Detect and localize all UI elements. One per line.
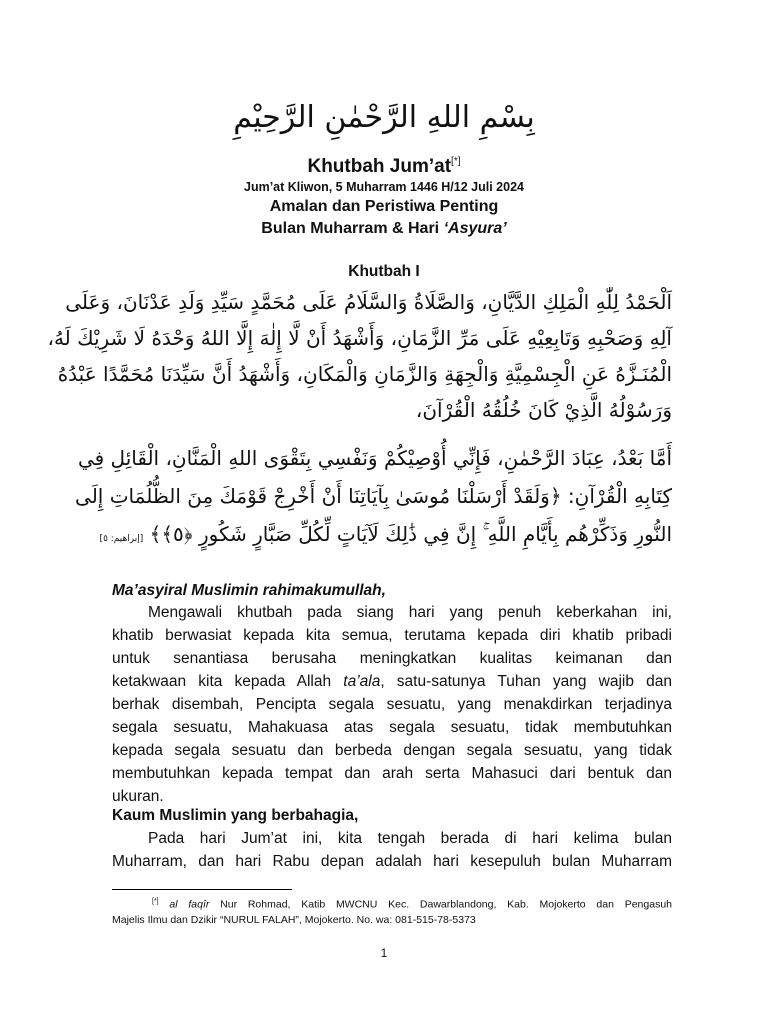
arabic-line: الْمُنَـزَّهُ عَنِ الْجِسْمِيَّةِ وَالْجِهَةِ وَالزَّمَانِ وَالْمَكَانِ، وَأَشْهَدُ أَنَّ سَيِّدَنَا مُحَمَّدًا عَبْدُهُ [57, 362, 672, 386]
paragraph-line: untuk senantiasa berusaha meningkatkan kualitas keimanan dan [112, 650, 672, 667]
arabic-line: أَمَّا بَعْدُ، عِبَادَ الرَّحْمٰنِ، فَإِنِّي أُوْصِيْكُمْ وَنَفْسِي بِتَقْوَى اللهِ الْمَنَّانِ، الْقَائِلِ فِي [77, 446, 672, 470]
paragraph-line-start: ketakwaan kita kepada Allah [112, 673, 344, 690]
paragraph-line: segala sesuatu, Mahakuasa atas segala sesuatu, tidak membutuhkan [112, 719, 672, 736]
footnote-line-2: Majelis Ilmu dan Dzikir “NURUL FALAH”, Mojokerto. No. wa: 081-515-78-5373 [112, 914, 476, 926]
title-footnote-marker[interactable]: [*] [451, 156, 461, 167]
arabic-line-last [99, 522, 672, 546]
paragraph-italic-term: ta’ala [343, 673, 381, 690]
sermon-date: Jum’at Kliwon, 5 Muharram 1446 H/12 Juli 2024 [244, 180, 524, 194]
subtitle-line-2 [0, 220, 768, 238]
section-heading: Khutbah I [348, 263, 420, 280]
paragraph-line [112, 673, 672, 691]
quran-verse-text: النُّورِ وَذَكِّرْهُم بِأَيَّامِ اللَّهِ ۚ إِنَّ فِي ذَٰلِكَ لَآيَاتٍ لِّكُلِّ صَبَّارٍ شَكُورٍ ﴿٥﴾﴾ [149, 522, 672, 546]
paragraph-line: Pada hari Jum’at ini, kita tengah berada di hari kelima bulan [148, 830, 672, 847]
paragraph-line: ukuran. [112, 788, 164, 805]
basmalah-calligraphy: بِسْمِ اللهِ الرَّحْمٰنِ الرَّحِيْمِ [233, 100, 535, 135]
arabic-line: آلِهِ وَصَحْبِهِ وَتَابِعِيْهِ عَلَى مَرِّ الزَّمَانِ، وَأَشْهَدُ أَنْ لَّا إِلٰهَ إِلَّا اللهُ وَحْدَهُ لَا شَرِيْكَ لَهُ، [47, 326, 672, 350]
paragraph-line-end: , satu-satunya Tuhan yang wajib dan [380, 673, 672, 690]
paragraph-line: membutuhkan kepada tempat dan arah serta Mahasuci dari bentuk dan [112, 765, 672, 782]
footnote-divider [112, 889, 292, 890]
subtitle-line-1: Amalan dan Peristiwa Penting [269, 198, 499, 215]
greeting-2: Kaum Muslimin yang berbahagia, [112, 807, 359, 824]
arabic-line: اَلْحَمْدُ لِلّٰهِ الْمَلِكِ الدَّيَّانِ، وَالصَّلَاةُ وَالسَّلَامُ عَلَى مُحَمَّدٍ سَيِّدِ وَلَدِ عَدْنَانَ، وَعَلَى [65, 290, 672, 314]
subtitle-line-2-italic: ‘Asyura’ [443, 220, 507, 237]
footnote-marker: [*] [152, 898, 159, 905]
page-number: 1 [380, 946, 388, 960]
paragraph-line: khatib berwasiat kepada kita semua, terutama kepada diri khatib pribadi [112, 627, 672, 644]
arabic-line: كِتَابِهِ الْقُرْآنِ: ﴿وَلَقَدْ أَرْسَلْنَا مُوسَىٰ بِآيَاتِنَا أَنْ أَخْرِجْ قَوْمَكَ مِنَ الظُّلُمَاتِ إِلَى [75, 484, 672, 508]
greeting-1: Ma’asyiral Muslimin rahimakumullah, [112, 582, 386, 599]
paragraph-line: Muharram, dan hari Rabu depan adalah hari kesepuluh bulan Muharram [112, 853, 672, 870]
footnote-line-1-text: Nur Rohmad, Katib MWCNU Kec. Dawarblandong, Kab. Mojokerto dan Pengasuh [209, 898, 672, 911]
page-title [0, 156, 768, 178]
title-text: Khutbah Jum’at [307, 156, 452, 177]
ayat-reference: [إبراهيم: ٥] [99, 534, 144, 544]
paragraph-line: Mengawali khutbah pada siang hari yang penuh keberkahan ini, [148, 604, 672, 621]
subtitle-line-2-prefix: Bulan Muharram & Hari [261, 220, 444, 237]
footnote-author-title: al faqîr [169, 898, 210, 911]
paragraph-line: kepada segala sesuatu dan berbeda dengan segala sesuatu, yang tidak [112, 742, 672, 759]
arabic-line: وَرَسُوْلُهُ الَّذِيْ كَانَ خُلُقُهُ الْقُرْآنَ، [415, 398, 672, 422]
paragraph-line: berhak disembah, Pencipta segala sesuatu, yang menakdirkan terjadinya [112, 696, 672, 713]
footnote-line-1 [112, 898, 672, 911]
